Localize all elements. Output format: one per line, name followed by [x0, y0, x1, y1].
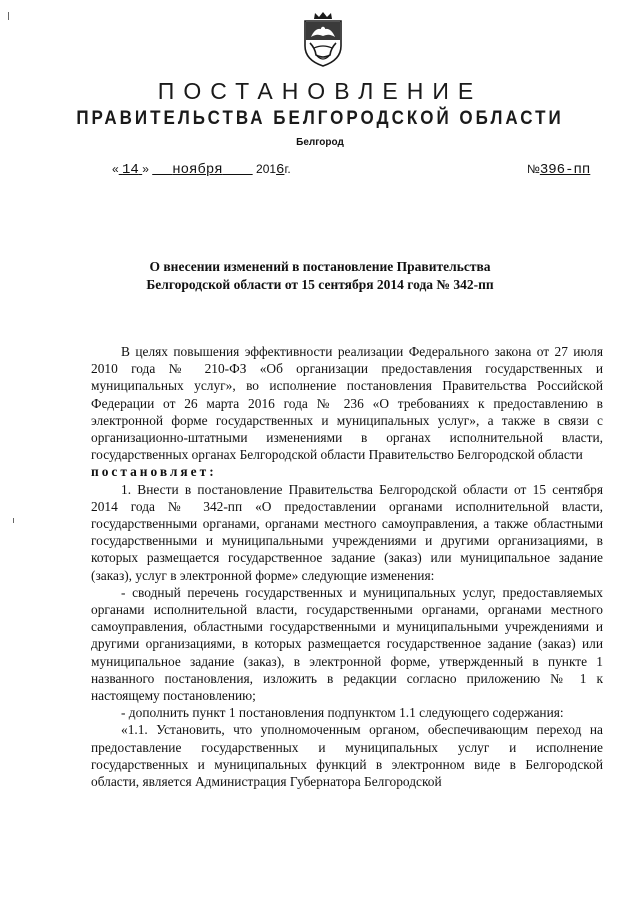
date-year-mark: г. [284, 162, 291, 176]
document-type-heading: ПОСТАНОВЛЕНИЕ [157, 78, 483, 104]
number-prefix: № [527, 162, 540, 176]
document-body [91, 343, 603, 790]
title-line-1: О внесении изменений в постановление Правительства [149, 259, 491, 274]
scan-mark-left [8, 12, 9, 20]
bullet-1-paragraph: - сводный перечень государственных и муниципальных услуг, предоставляемых органами исполнительной власти, государственными органами, органами местного самоуправления, областными государственными и муниципальными учреждениями и другими организациями, в которых размещается государственное задание (заказ) или муниципальное задание (заказ), в электронной форме, утвержденный в пункте 1 названного постановления, изложить в редакции согласно приложению № 1 к настоящему постановлению; [91, 584, 603, 704]
document-date [112, 162, 291, 178]
quoted-subclause-paragraph: «1.1. Установить, что уполномоченным органом, обеспечивающим переход на предоставление государственных и муниципальных услуг и исполнение государственных и муниципальных функций в электронном виде в Белгородской области, является Администрация Губернатора Белгородской [91, 722, 603, 790]
document-title [0, 258, 640, 294]
city-name: Белгород [296, 137, 344, 148]
document-number [527, 162, 590, 178]
preamble-paragraph: В целях повышения эффективности реализации Федерального закона от 27 июля 2010 года № 210-ФЗ «Об организации предоставления государственных и муниципальных услуг», во исполнение постановления Правительства Российской Федерации от 26 марта 2016 года № 236 «О требованиях к предоставлению в электронной форме государственных и муниципальных услуг», а также в связи с организационно-штатными изменениями в органах исполнительной власти, государственных органах Белгородской области Правительство Белгородской области [91, 344, 603, 463]
date-month: ноября [172, 162, 223, 178]
date-quote-open: « [112, 162, 119, 176]
issuing-authority: ПРАВИТЕЛЬСТВА БЕЛГОРОДСКОЙ ОБЛАСТИ [76, 106, 564, 129]
number-value: 396-пп [539, 162, 591, 178]
resolves-line: постановляет: [91, 464, 217, 480]
date-quote-close: » [142, 162, 149, 176]
item-1-paragraph: 1. Внести в постановление Правительства Белгородской области от 15 сентября 2014 года № 342-пп «О предоставлении органами исполнительной власти, государственными органами, органами местного самоуправления, а также областными государственными и муниципальными учреждениями и другими организациями, в которых размещается государственное задание (заказ) или муниципальное задание (заказ), услуг в электронной форме» следующие изменения: [91, 481, 603, 583]
date-year-prefix: 201 [256, 162, 277, 176]
date-year-suffix: 6 [276, 162, 285, 178]
title-line-2: Белгородской области от 15 сентября 2014 года № 342-пп [146, 277, 494, 292]
scan-mark-left [13, 518, 14, 523]
date-day: 14 [122, 162, 139, 178]
bullet-2-paragraph: - дополнить пункт 1 постановления подпунктом 1.1 следующего содержания: [121, 705, 564, 721]
coat-of-arms-icon [302, 10, 344, 68]
